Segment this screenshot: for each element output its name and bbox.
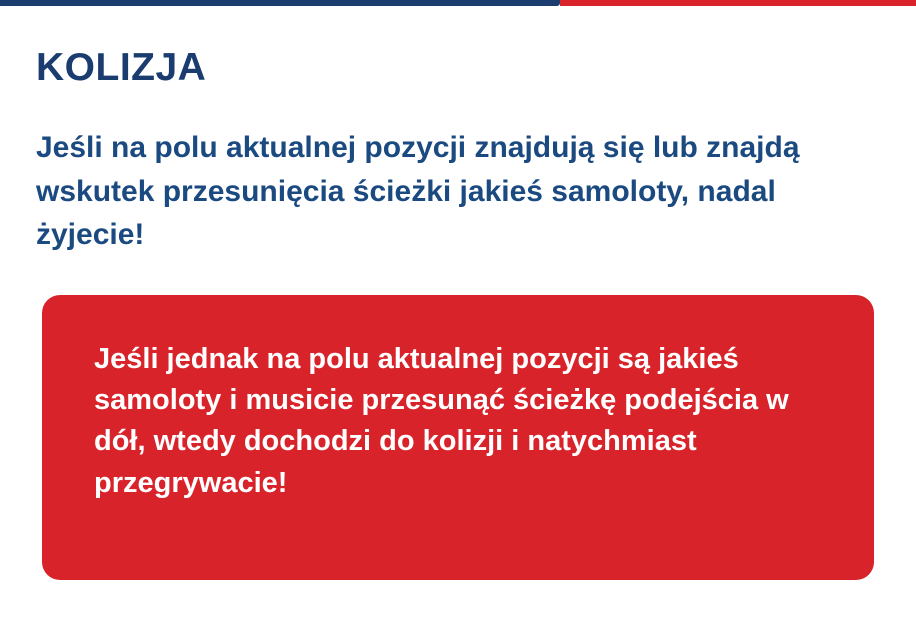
warning-callout	[42, 295, 874, 580]
intro-paragraph: Jeśli na polu aktualnej pozycji znajdują się lub znajdą wskutek przesunięcia ścieżki jakieś samoloty, nadal żyjecie!	[36, 131, 800, 251]
decorative-top-strips	[0, 0, 916, 8]
red-strip	[560, 0, 916, 6]
blue-strip	[0, 0, 560, 6]
callout-text: Jeśli jednak na polu aktualnej pozycji są jakieś samoloty i musicie przesunąć ścieżkę podejścia w dół, wtedy dochodzi do kolizji i natychmiast przegrywacie!	[94, 343, 789, 499]
page-title: KOLIZJA	[36, 46, 207, 90]
